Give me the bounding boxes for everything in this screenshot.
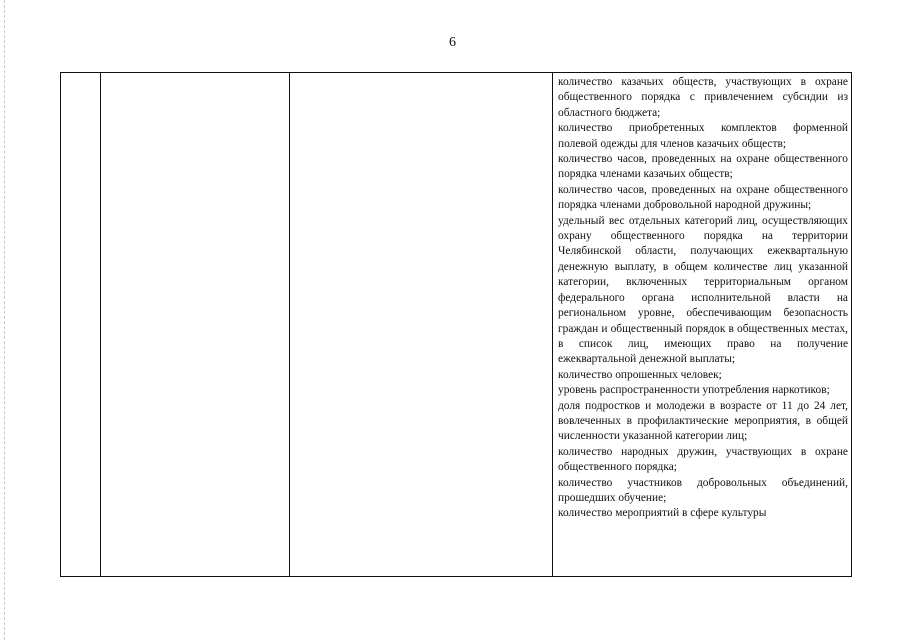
binding-margin-line	[4, 0, 5, 640]
indicator-item: количество опрошенных человек;	[558, 368, 722, 381]
table-cell-name	[101, 73, 290, 577]
indicator-item: количество мероприятий в сфере культуры	[558, 507, 767, 520]
table-cell-indicators	[553, 73, 852, 577]
indicator-item: количество казачьих обществ, участвующих в охране общественного порядка с привлечением субсидии из областного бюджета;	[558, 76, 848, 119]
indicator-item: доля подростков и молодежи в возрасте от 11 до 24 лет, вовлеченных в профилактические мероприятия, в общей численности указанной категории лиц;	[558, 399, 848, 443]
indicator-item: количество приобретенных комплектов форменной полевой одежды для членов казачьих обществ;	[558, 122, 848, 150]
page-number: 6	[449, 35, 456, 50]
indicator-item: количество участников добровольных объединений, прошедших обучение;	[558, 476, 848, 504]
indicators-table	[60, 72, 852, 577]
table-row	[61, 73, 852, 577]
indicator-item: количество часов, проведенных на охране общественного порядка членами добровольной народной дружины;	[558, 183, 848, 212]
indicator-item: уровень распространенности употребления наркотиков;	[558, 384, 830, 397]
table-cell-number	[61, 73, 101, 577]
indicators-list	[553, 73, 851, 522]
indicator-item: удельный вес отдельных категорий лиц, осуществляющих охрану общественного порядка на территории Челябинской области, получающих ежеквартальную денежную выплату, в общем количестве лиц указанной категории, включенных территориальным органом федерального органа исполнительной власти на региональном уровне, обеспечивающим безопасность граждан и общественный порядок в общественных местах, в список лиц, имеющих право на получение ежеквартальной денежной выплаты;	[558, 214, 848, 366]
indicator-item: количество часов, проведенных на охране общественного порядка членами казачьих обществ;	[558, 153, 848, 181]
table-cell-description	[290, 73, 553, 577]
indicator-item: количество народных дружин, участвующих в охране общественного порядка;	[558, 445, 848, 474]
